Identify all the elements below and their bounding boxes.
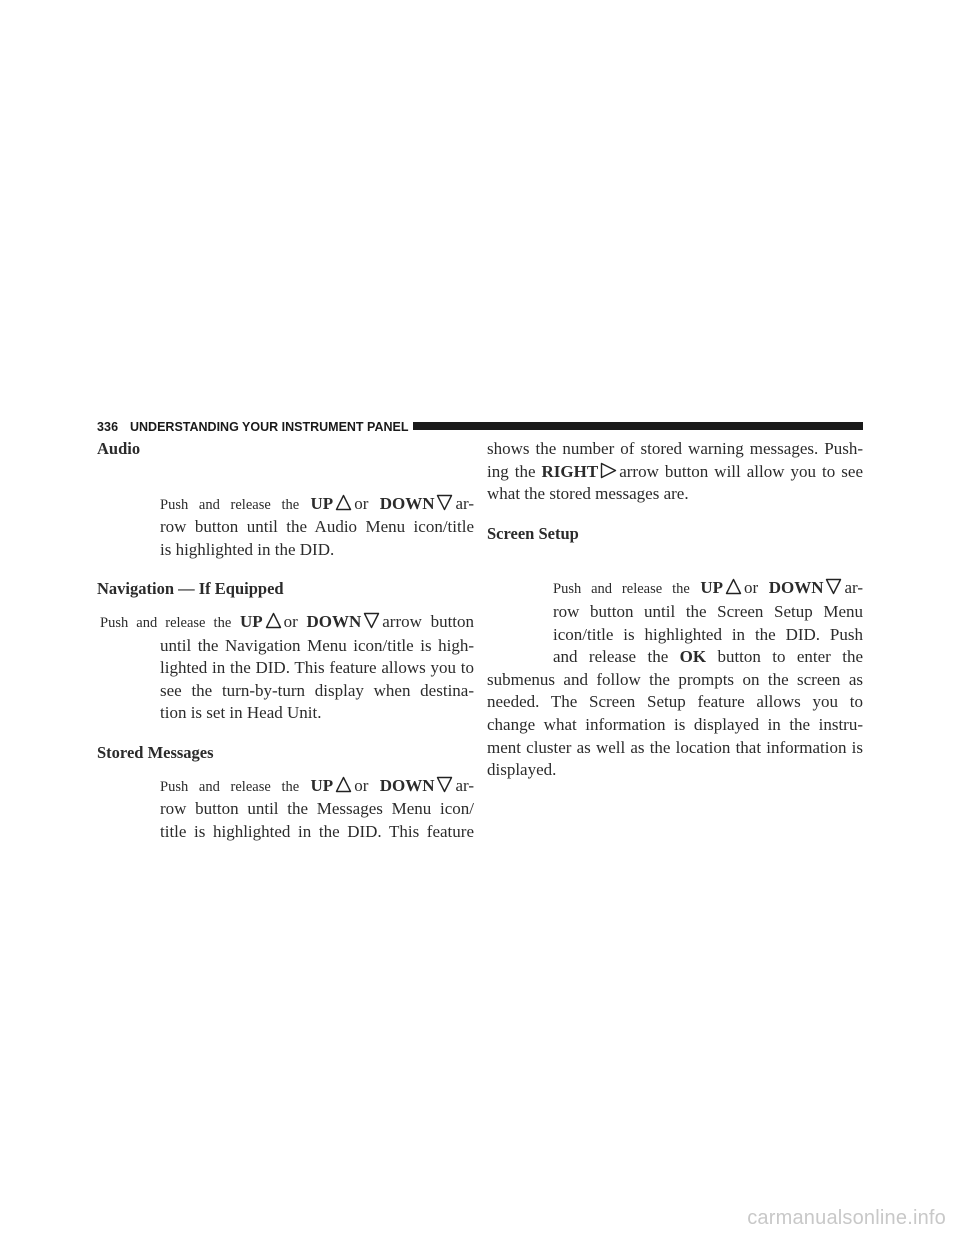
header-rule (413, 422, 863, 430)
page-number: 336 (97, 420, 119, 434)
navigation-line-5: tion is set in Head Unit. (160, 703, 322, 723)
screen-line-4: and release the OK button to enter the (553, 647, 863, 667)
screen-setup-heading: Screen Setup (487, 523, 579, 543)
navigation-heading: Navigation — If Equipped (97, 579, 284, 599)
stored-cont-line-1: shows the number of stored warning messages. Push- (487, 439, 863, 458)
stored-line-3: title is highlighted in the DID. This feature (160, 821, 474, 841)
left-column (97, 438, 474, 843)
audio-line-1: Push and release the UP or DOWN ar- (160, 493, 475, 513)
down-triangle-icon (436, 494, 453, 511)
down-triangle-icon (363, 612, 380, 629)
right-triangle-icon (600, 462, 617, 479)
stored-line-1: Push and release the UP or DOWN ar- (160, 775, 475, 795)
stored-cont-line-2: ing the RIGHT arrow button will allow you to see (487, 461, 863, 481)
navigation-line-2: until the Navigation Menu icon/title is high- (160, 635, 474, 655)
stored-messages-heading: Stored Messages (97, 742, 214, 762)
audio-heading: Audio (97, 439, 141, 458)
navigation-line-1: Push and release the UP or DOWN arrow button (100, 611, 475, 631)
screen-line-9: displayed. (487, 760, 557, 780)
screen-line-7: change what information is displayed in the instru- (487, 714, 863, 734)
screen-line-8: ment cluster as well as the location that information is (487, 737, 863, 757)
watermark: carmanualsonline.info (747, 1207, 946, 1229)
stored-cont-line-3: what the stored messages are. (487, 484, 689, 504)
screen-line-2: row button until the Screen Setup Menu (553, 601, 863, 621)
up-triangle-icon (335, 776, 352, 793)
navigation-line-3: lighted in the DID. This feature allows you to (160, 658, 474, 678)
up-triangle-icon (265, 612, 282, 629)
navigation-line-4: see the turn-by-turn display when destina- (160, 680, 474, 700)
audio-line-3: is highlighted in the DID. (160, 539, 335, 559)
section-title: UNDERSTANDING YOUR INSTRUMENT PANEL (130, 420, 409, 434)
page-header (97, 419, 863, 435)
audio-line-2: row button until the Audio Menu icon/title (160, 517, 474, 537)
up-triangle-icon (335, 494, 352, 511)
screen-line-1: Push and release the UP or DOWN ar- (553, 578, 864, 598)
screen-line-5: submenus and follow the prompts on the screen as (487, 669, 863, 689)
screen-line-3: icon/title is highlighted in the DID. Push (553, 624, 863, 644)
stored-line-2: row button until the Messages Menu icon/ (160, 799, 474, 819)
right-column (487, 438, 863, 782)
down-triangle-icon (825, 578, 842, 595)
screen-line-6: needed. The Screen Setup feature allows you to (487, 692, 863, 712)
down-triangle-icon (436, 776, 453, 793)
up-triangle-icon (725, 578, 742, 595)
